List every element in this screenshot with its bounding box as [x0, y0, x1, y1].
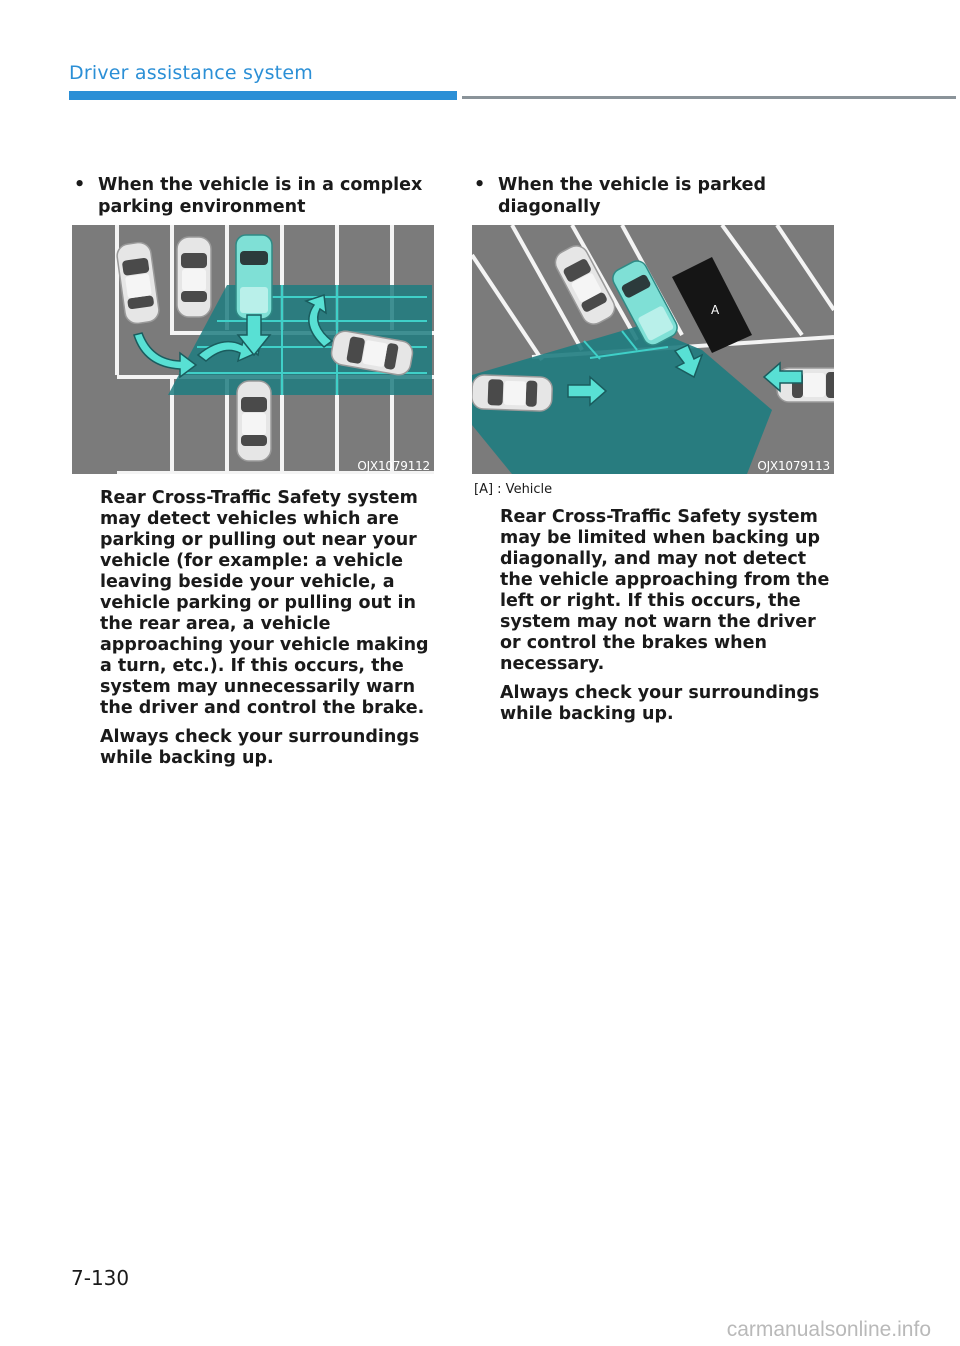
paragraph: Always check your surroundings while backing up. — [100, 727, 420, 768]
right-column — [472, 174, 837, 725]
bullet-icon: • — [474, 175, 486, 195]
header-accent-bar — [69, 91, 457, 100]
complex-parking-figure — [72, 225, 434, 474]
figure-code: OJX1079112 — [357, 459, 430, 473]
bullet-heading-text: When the vehicle is parked diagonally — [498, 175, 767, 217]
left-column — [72, 174, 437, 769]
vehicle-a-label: A — [711, 303, 720, 317]
figure-caption: [A] : Vehicle — [474, 482, 553, 497]
diagonal-parking-illustration — [472, 225, 834, 474]
bullet-heading — [72, 174, 437, 218]
running-header: Driver assistance system — [69, 62, 313, 84]
page-number: 7-130 — [71, 1266, 130, 1290]
diagonal-parking-figure — [472, 225, 834, 474]
paragraph: Always check your surroundings while backing up. — [500, 683, 820, 724]
bullet-icon: • — [74, 175, 86, 195]
header-rule — [462, 96, 956, 99]
paragraph: Rear Cross-Traffic Safety system may detect vehicles which are parking or pulling out near your vehicle (for example: a vehicle leaving beside your vehicle, a vehicle parking or pulling out in the rear area, a vehicle approaching your vehicle making a turn, etc.). If this occurs, the system may unnecessarily warn the driver and control the brake. — [100, 488, 429, 718]
paragraph: Rear Cross-Traffic Safety system may be limited when backing up diagonally, and may not detect the vehicle approaching from the left or right. If this occurs, the system may not warn the driver or control the brakes when necessary. — [500, 507, 830, 674]
watermark: carmanualsonline.info — [726, 1318, 931, 1341]
bullet-heading-text: When the vehicle is in a complex parking environment — [98, 175, 423, 217]
figure-code: OJX1079113 — [757, 459, 830, 473]
complex-parking-illustration — [72, 225, 434, 474]
bullet-heading — [472, 174, 837, 218]
